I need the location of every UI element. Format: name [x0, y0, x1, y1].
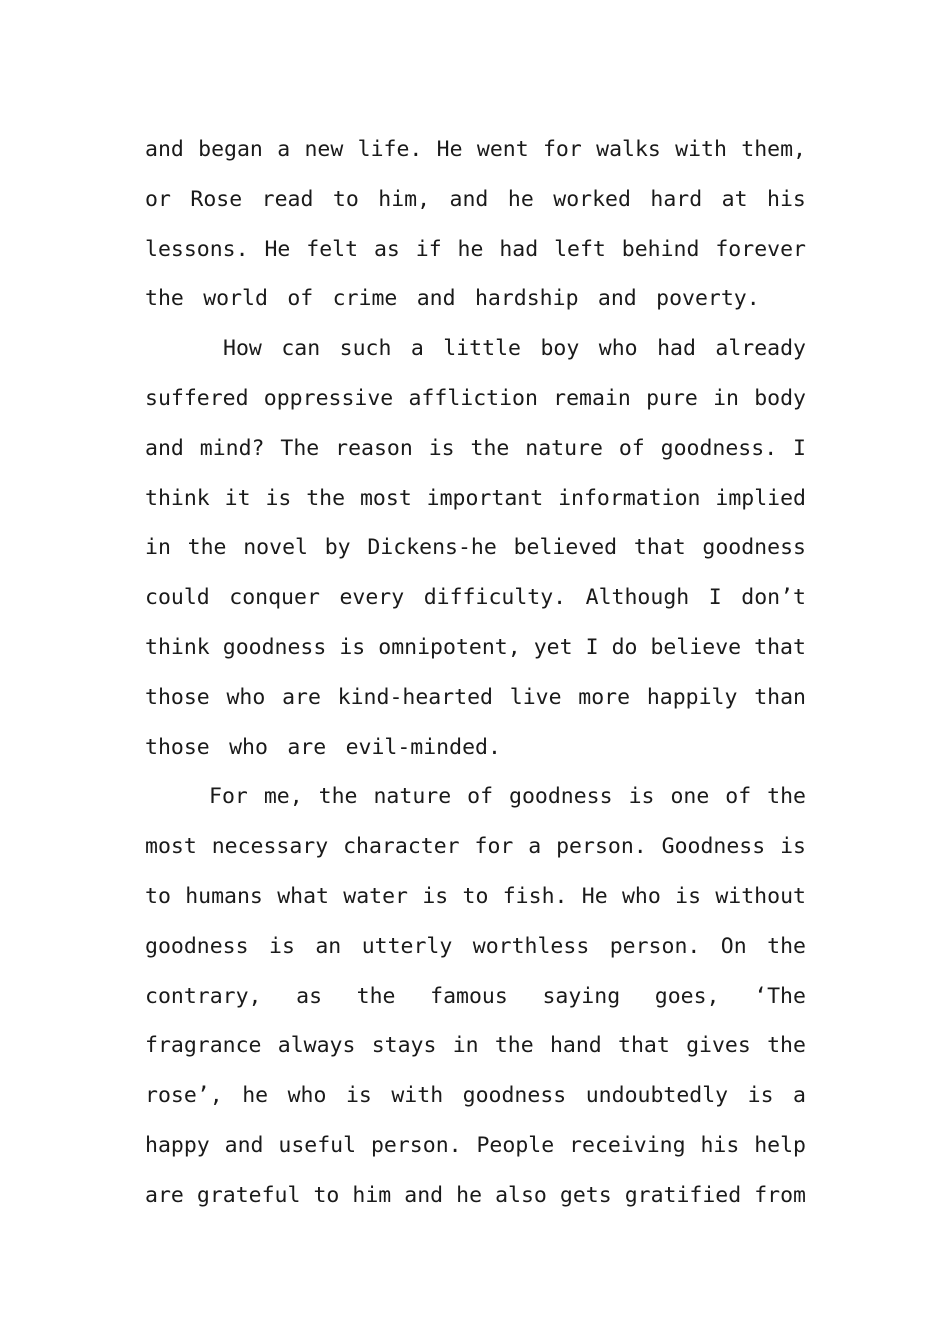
word: think	[145, 485, 210, 511]
text-line	[145, 1021, 806, 1071]
word: is	[269, 933, 295, 959]
word: think	[145, 634, 210, 660]
word: who	[598, 336, 638, 362]
word: remain	[553, 385, 631, 411]
word: undoubtedly	[585, 1083, 729, 1109]
word: People	[476, 1132, 555, 1158]
word: by	[324, 535, 351, 561]
word: he	[242, 1083, 269, 1109]
word: most	[359, 485, 412, 511]
word: for	[542, 137, 582, 162]
text-line	[145, 324, 806, 374]
word: useful	[278, 1132, 357, 1158]
word: those	[145, 684, 210, 710]
word: of	[618, 435, 645, 461]
word: an	[315, 933, 342, 959]
word: gives	[686, 1033, 751, 1059]
word: to	[145, 883, 171, 909]
text-line	[145, 175, 806, 225]
word: him	[352, 1182, 392, 1208]
word: them,	[741, 137, 806, 162]
word: yet	[533, 634, 573, 660]
word: happily	[646, 684, 738, 710]
word: without	[715, 883, 806, 909]
word: is	[428, 435, 455, 461]
word: necessary	[211, 834, 329, 860]
word: goodness	[222, 634, 327, 660]
word: left	[554, 236, 606, 262]
text-line	[145, 1171, 806, 1221]
paragraph-2	[145, 324, 806, 772]
word: had	[499, 236, 539, 262]
text-line	[145, 374, 806, 424]
word: grateful	[196, 1182, 301, 1208]
word: body	[754, 385, 806, 411]
word: Rose	[190, 186, 243, 212]
word: do	[611, 634, 638, 660]
word: could	[145, 585, 210, 611]
word: forever	[715, 236, 806, 262]
word: that	[618, 1033, 670, 1059]
word: more	[578, 684, 631, 710]
text-line	[145, 1121, 806, 1171]
word: affliction	[408, 385, 538, 411]
word: that	[754, 634, 806, 660]
word: and	[404, 1182, 444, 1208]
word: are	[145, 1182, 184, 1208]
word: went	[476, 137, 529, 162]
word: is	[628, 784, 655, 810]
word: How	[223, 336, 262, 362]
word: important	[426, 485, 544, 511]
word: already	[715, 336, 806, 362]
word: little	[443, 336, 521, 362]
word: than	[754, 684, 806, 710]
word: of	[725, 784, 752, 810]
word: always	[277, 1033, 356, 1059]
word: omnipotent,	[378, 634, 521, 660]
word: felt	[306, 236, 359, 262]
word: him,	[378, 186, 431, 212]
word: hand	[549, 1033, 602, 1059]
text-line	[145, 225, 806, 275]
text-line	[145, 972, 806, 1022]
word: worthless	[472, 933, 590, 959]
text-line	[145, 872, 806, 922]
word: in	[145, 535, 171, 561]
word: who	[287, 1083, 327, 1109]
word: happy	[145, 1132, 210, 1158]
word: fragrance	[145, 1033, 262, 1059]
word: most	[145, 834, 197, 860]
document-page	[145, 125, 806, 1221]
word: and	[145, 435, 184, 461]
word: stays	[371, 1033, 437, 1059]
word: to	[332, 186, 359, 212]
word: On	[720, 933, 747, 959]
word: what	[277, 883, 329, 909]
word: gratified	[624, 1182, 742, 1208]
text-line	[145, 523, 806, 573]
word: walks	[596, 137, 661, 162]
word: He	[581, 883, 608, 909]
word: gets	[559, 1182, 612, 1208]
word: goodness	[462, 1083, 567, 1109]
word: began	[198, 137, 263, 162]
word: novel	[243, 535, 308, 561]
word: a	[410, 336, 424, 362]
word: the	[767, 1033, 806, 1059]
text-line	[145, 623, 806, 673]
word: character	[343, 834, 460, 860]
text-line: those who are evil-minded.	[145, 734, 501, 760]
word: is	[747, 1083, 774, 1109]
word: I	[708, 585, 722, 611]
word: and	[449, 186, 489, 212]
word: famous	[430, 983, 508, 1009]
word: such	[339, 336, 392, 362]
word: difficulty.	[423, 585, 567, 611]
word: rose’,	[145, 1083, 223, 1109]
word: goodness	[702, 535, 806, 561]
word: read	[261, 186, 314, 212]
word: goodness.	[660, 435, 778, 461]
word: The	[280, 435, 320, 461]
word: believe	[650, 634, 742, 660]
word: new	[304, 137, 344, 162]
word: also	[495, 1182, 547, 1208]
word: it	[224, 485, 251, 511]
word: life.	[357, 137, 423, 162]
word: Goodness	[661, 834, 766, 860]
word: who	[226, 684, 266, 710]
word: he	[456, 1182, 483, 1208]
word: to	[462, 883, 489, 909]
word: boy	[540, 336, 580, 362]
word: is	[339, 634, 366, 660]
word: humans	[185, 883, 263, 909]
word: who	[621, 883, 661, 909]
word: he	[457, 236, 484, 262]
word: the	[187, 535, 227, 561]
word: with	[675, 137, 727, 162]
word: receiving	[569, 1132, 686, 1158]
word: person.	[370, 1132, 462, 1158]
word: kind-hearted	[337, 684, 494, 710]
word: or	[145, 186, 171, 212]
word: Although	[585, 585, 690, 611]
paragraph-1	[145, 125, 806, 324]
paragraph-3	[145, 772, 806, 1220]
word: fish.	[502, 883, 568, 909]
word: and	[145, 137, 184, 162]
text-line	[145, 573, 806, 623]
word: his	[767, 186, 806, 212]
word: nature	[525, 435, 603, 461]
word: He	[264, 236, 291, 262]
word: believed	[513, 535, 618, 561]
word: contrary,	[145, 983, 262, 1009]
text-line	[145, 474, 806, 524]
word: suffered	[145, 385, 249, 411]
word: conquer	[229, 585, 320, 611]
word: me,	[263, 784, 303, 810]
word: nature	[373, 784, 452, 810]
word: is	[422, 883, 449, 909]
word: implied	[715, 485, 806, 511]
word: the	[318, 784, 358, 810]
word: at	[721, 186, 748, 212]
word: as	[373, 236, 400, 262]
word: I	[793, 435, 806, 461]
text-line: the world of crime and hardship and poverty.	[145, 286, 760, 312]
word: can	[281, 336, 321, 362]
word: the	[767, 784, 806, 810]
word: that	[633, 535, 686, 561]
word: help	[754, 1132, 806, 1158]
word: is	[675, 883, 702, 909]
word: don’t	[741, 585, 806, 611]
word: He	[436, 137, 463, 162]
word: every	[339, 585, 405, 611]
word: if	[415, 236, 442, 262]
word: lessons.	[145, 236, 249, 262]
word: ‘The	[754, 983, 806, 1009]
word: saying	[542, 983, 621, 1009]
word: in	[452, 1033, 479, 1059]
word: Dickens-he	[367, 535, 497, 561]
word: pure	[646, 385, 698, 411]
text-line	[145, 822, 806, 872]
word: for	[474, 834, 514, 860]
word: utterly	[361, 933, 453, 959]
word: the	[767, 933, 806, 959]
word: from	[754, 1182, 806, 1208]
text-line	[145, 772, 806, 822]
word: the	[306, 485, 346, 511]
word: his	[700, 1132, 740, 1158]
word: oppressive	[263, 385, 394, 411]
word: behind	[621, 236, 700, 262]
word: and	[224, 1132, 264, 1158]
word: goodness	[509, 784, 613, 810]
word: person.	[609, 933, 701, 959]
word: goes,	[654, 983, 720, 1009]
text-line	[145, 125, 806, 175]
word: the	[356, 983, 396, 1009]
word: I	[585, 634, 599, 660]
word: in	[713, 385, 739, 411]
word: had	[657, 336, 696, 362]
text-line	[145, 673, 806, 723]
text-line	[145, 1071, 806, 1121]
word: the	[470, 435, 510, 461]
word: goodness	[145, 933, 249, 959]
word: live	[509, 684, 562, 710]
text-line	[145, 424, 806, 474]
word: worked	[553, 186, 631, 212]
word: For	[209, 784, 248, 810]
word: mind?	[199, 435, 265, 461]
word: of	[467, 784, 494, 810]
word: one	[670, 784, 710, 810]
word: are	[282, 684, 321, 710]
word: a	[793, 1083, 806, 1109]
word: is	[265, 485, 292, 511]
word: water	[343, 883, 409, 909]
word: to	[313, 1182, 340, 1208]
word: with	[391, 1083, 444, 1109]
word: the	[494, 1033, 534, 1059]
word: is	[780, 834, 806, 860]
word: information	[558, 485, 701, 511]
word: a	[277, 137, 291, 162]
word: a	[528, 834, 542, 860]
word: hard	[650, 186, 703, 212]
word: as	[296, 983, 323, 1009]
word: he	[507, 186, 534, 212]
word: reason	[335, 435, 413, 461]
text-line	[145, 922, 806, 972]
word: person.	[556, 834, 647, 860]
word: is	[345, 1083, 372, 1109]
